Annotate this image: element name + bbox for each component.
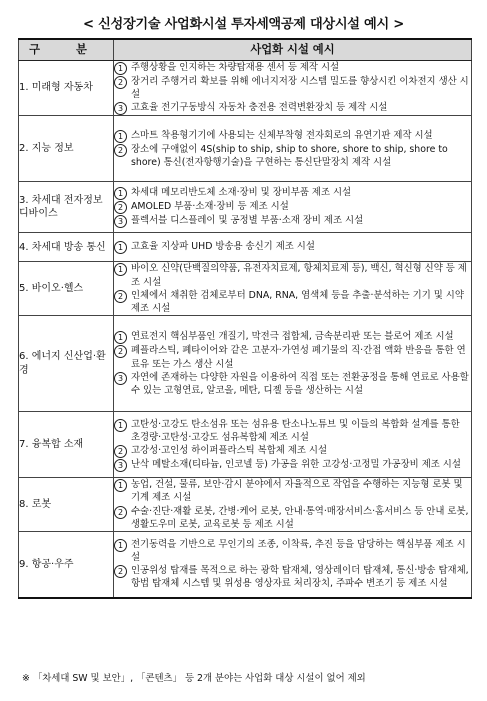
item-text: 고효율 지상파 UHD 방송용 송신기 제조 시설 (131, 241, 315, 253)
item-text: 농업, 건설, 물류, 보안·감시 분야에서 자율적으로 작업을 수행하는 지능형 로봇 및 기계 제조 시설 (131, 479, 463, 504)
table-row (19, 412, 472, 478)
table-row (19, 61, 472, 116)
item-number-badge: 2 (114, 506, 127, 519)
item-text: 난삭 메탈소재(티타늄, 인코넬 등) 가공을 위한 고강성·고정밀 가공장비 제조 시설 (131, 458, 461, 470)
category-cell: 1. 미래형 자동차 (19, 61, 114, 116)
category-cell: 8. 로봇 (19, 478, 114, 532)
category-cell: 9. 항공·우주 (19, 532, 114, 598)
item-text: AMOLED 부품·소재·장비 등 제조 시설 (131, 201, 289, 213)
table-header-row (19, 39, 472, 61)
item-number-badge: 1 (114, 479, 127, 492)
examples-cell (114, 233, 472, 262)
list-item (114, 186, 471, 200)
list-item (114, 458, 471, 472)
item-number-badge: 1 (114, 130, 127, 143)
item-text: 고효율 전기구동방식 자동차 충전용 전력변환장치 등 제작 시설 (131, 102, 388, 114)
item-number-badge: 2 (114, 345, 127, 358)
table-row (19, 316, 472, 412)
list-item (114, 478, 471, 504)
item-number-badge: 1 (114, 241, 127, 254)
page-title: < 신성장기술 사업화시설 투자세액공제 대상시설 예시 > (83, 17, 404, 32)
list-item (114, 101, 471, 115)
item-text: 수술·진단·재활 로봇, 간병·케어 로봇, 안내·통역·매장서비스·홈서비스 등 안내 로봇, 생활도우미 로봇, 교육로봇 등 제조 시설 (131, 505, 469, 530)
item-number-badge: 2 (114, 290, 127, 303)
category-cell: 2. 지능 정보 (19, 116, 114, 182)
list-item (114, 505, 471, 531)
table-row (19, 478, 472, 532)
item-number-badge: 3 (114, 215, 127, 228)
list-item (114, 330, 471, 344)
item-number-badge: 3 (114, 102, 127, 115)
list-item (114, 143, 471, 169)
examples-cell (114, 532, 472, 598)
examples-cell (114, 478, 472, 532)
item-number-badge: 3 (114, 372, 127, 385)
category-cell: 3. 차세대 전자정보 디바이스 (19, 182, 114, 233)
category-cell: 5. 바이오·헬스 (19, 262, 114, 316)
list-item (114, 262, 471, 288)
header-examples: 사업화 시설 예시 (114, 39, 472, 61)
examples-cell (114, 61, 472, 116)
item-number-badge: 2 (114, 565, 127, 578)
category-cell: 7. 융복합 소재 (19, 412, 114, 478)
item-text: 인공위성 탑재를 목적으로 하는 광학 탑재체, 영상레이더 탑재체, 통신·방송 탑재체, 항법 탑재체 시스템 및 위성용 영상자료 처리장치, 주파수 변조기 등 제조 시설 (131, 565, 469, 590)
item-text: 자연에 존재하는 다양한 자원을 이용하여 직접 또는 전환공정을 통해 연료로 사용할 수 있는 고형연료, 알코올, 메탄, 디젤 등을 생산하는 시설 (131, 371, 469, 396)
item-number-badge: 1 (114, 62, 127, 75)
table-row (19, 532, 472, 598)
item-text: 차세대 메모리반도체 소재·장비 및 장비부품 제조 시설 (131, 187, 352, 199)
list-item (114, 444, 471, 458)
list-item (114, 289, 471, 315)
table-row (19, 262, 472, 316)
list-item (114, 75, 471, 101)
list-item (114, 371, 471, 397)
list-item (114, 61, 471, 75)
facility-table (18, 38, 472, 599)
item-text: 장거리 주행거리 확보를 위해 에너지저장 시스템 밀도를 향상시킨 이차전지 생산 시설 (131, 76, 469, 101)
item-text: 바이오 신약(단백질의약품, 유전자치료제, 항체치료제 등), 백신, 혁신형 신약 등 제조 시설 (131, 263, 467, 288)
examples-cell (114, 412, 472, 478)
list-item (114, 129, 471, 143)
table-body (19, 61, 472, 598)
list-item (114, 344, 471, 370)
examples-cell (114, 316, 472, 412)
list-item (114, 564, 471, 590)
table-row (19, 182, 472, 233)
item-text: 연료전지 핵심부품인 개질기, 막전극 접합체, 금속분리판 또는 블로어 제조 시설 (131, 331, 454, 343)
item-number-badge: 1 (114, 539, 127, 552)
item-number-badge: 2 (114, 445, 127, 458)
header-category: 구 분 (19, 39, 114, 61)
footnote: ※ 「차세대 SW 및 보안」, 「콘텐츠」 등 2개 분야는 사업화 대상 시설이 없어 제외 (22, 673, 366, 684)
list-item (114, 538, 471, 564)
list-item (114, 240, 471, 254)
list-item (114, 214, 471, 228)
item-text: 플렉서블 디스플레이 및 공정별 부품·소재 장비 제조 시설 (131, 215, 364, 227)
item-text: 장소에 구애없이 4S(ship to ship, ship to shore, shore to ship, shore to shore) 통신(전자항행기술)을 구현하는 통신단말장치 제작 시설 (131, 143, 448, 168)
item-number-badge: 1 (114, 263, 127, 276)
table-row (19, 116, 472, 182)
item-number-badge: 2 (114, 201, 127, 214)
item-text: 전기동력을 기반으로 무인기의 조종, 이착륙, 추진 등을 담당하는 핵심부품 제조 시설 (131, 538, 466, 564)
list-item (114, 200, 471, 214)
item-number-badge: 3 (114, 459, 127, 472)
item-text: 고탄성·고강도 탄소섬유 또는 섬유용 탄소나노튜브 및 이들의 복합화 설계를 통한 초경량·고탄성·고강도 섬유복합체 제조 시설 (131, 418, 460, 443)
item-text: 스마트 착용형기기에 사용되는 신체부착형 전자회로의 유연기판 제작 시설 (131, 129, 433, 141)
item-number-badge: 1 (114, 331, 127, 344)
item-number-badge: 1 (114, 419, 127, 432)
item-text: 고강성·고인성 하이퍼플라스틱 복합체 제조 시설 (131, 444, 328, 456)
item-text: 인체에서 채취한 검체로부터 DNA, RNA, 염색체 등을 추출·분석하는 기기 및 시약 제조 시설 (131, 289, 464, 315)
item-text: 폐플라스틱, 폐타이어와 같은 고분자·가연성 폐기물의 직·간접 액화 반응을 통한 연료유 또는 가스 생산 시설 (131, 345, 466, 370)
item-number-badge: 2 (114, 76, 127, 89)
category-cell: 6. 에너지 신산업·환경 (19, 316, 114, 412)
table-row (19, 233, 472, 262)
item-number-badge: 1 (114, 187, 127, 200)
item-text: 주행상황을 인지하는 차량탑재용 센서 등 제작 시설 (131, 62, 340, 73)
examples-cell (114, 262, 472, 316)
examples-cell (114, 116, 472, 182)
category-cell: 4. 차세대 방송 통신 (19, 233, 114, 262)
examples-cell (114, 182, 472, 233)
item-number-badge: 2 (114, 144, 127, 157)
list-item (114, 418, 471, 444)
